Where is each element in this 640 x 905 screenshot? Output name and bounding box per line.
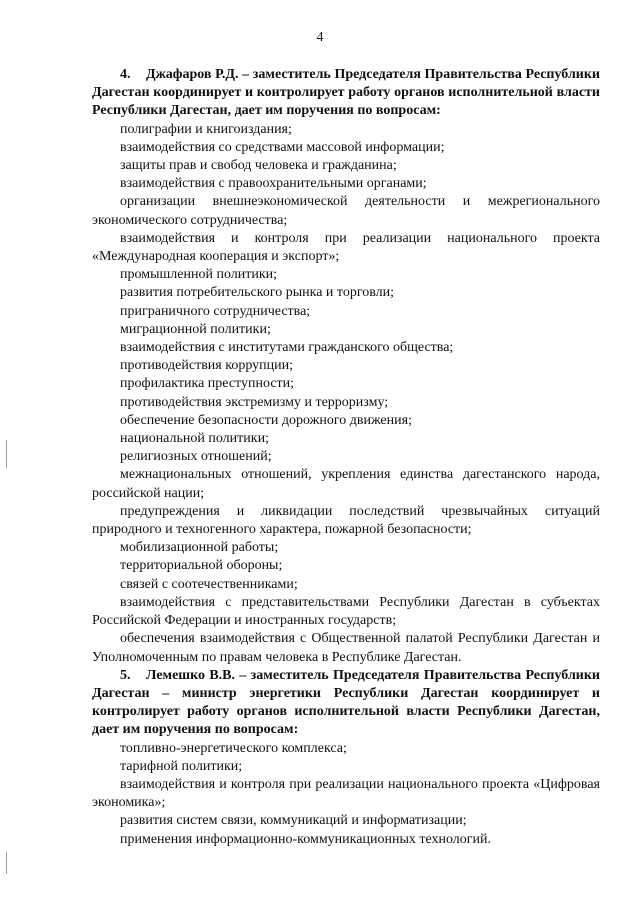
section-4-item: противодействия коррупции; xyxy=(120,358,293,374)
section-4-item: профилактика преступности; xyxy=(120,376,295,392)
section-4-item: межнациональных отношений, укрепления единства дагестанского народа, российской нации; xyxy=(92,467,600,501)
document-body xyxy=(92,66,600,849)
section-4-item: территориальной обороны; xyxy=(120,558,283,574)
section-5-item: топливно-энергетического комплекса; xyxy=(120,740,347,756)
section-4-item: религиозных отношений; xyxy=(120,449,272,465)
section-5-item: взаимодействия и контроля при реализации национального проекта «Цифровая экономика»; xyxy=(92,776,600,811)
section-4-item: организации внешнеэкономической деятельности и межрегионального экономического сотрудничества; xyxy=(92,194,600,228)
section-4-item: противодействия экстремизму и терроризму; xyxy=(120,394,389,410)
section-4-item: защиты прав и свобод человека и гражданина; xyxy=(120,158,397,174)
section-4-item: национальной политики; xyxy=(120,431,269,447)
section-5-heading-text: Лемешко В.В. – заместитель Председателя Правительства Республики Дагестан – министр энергетики Республики Дагестан координирует и контролирует работу органов исполнительной власти Республики Дагестан, дает им поручения по вопросам: xyxy=(92,667,600,738)
page-number: 4 xyxy=(316,30,324,45)
section-4-item: взаимодействия и контроля при реализации национального проекта «Международная кооперация и экспорт»; xyxy=(92,230,600,265)
section-4-item: обеспечения взаимодействия с Общественной палатой Республики Дагестан и Уполномоченным по правам человека в Республике Дагестан. xyxy=(92,631,600,665)
section-4-item: взаимодействия со средствами массовой информации; xyxy=(120,139,445,155)
section-4-item: предупреждения и ликвидации последствий чрезвычайных ситуаций природного и техногенного характера, пожарной безопасности; xyxy=(92,503,600,538)
section-4-item: связей с соотечественниками; xyxy=(120,576,298,592)
section-4-heading xyxy=(92,66,600,121)
section-4-item: приграничного сотрудничества; xyxy=(120,303,311,319)
section-4-item: обеспечение безопасности дорожного движения; xyxy=(120,412,412,428)
section-5-number: 5. xyxy=(120,667,131,683)
section-4-item: взаимодействия с правоохранительными органами; xyxy=(120,176,427,192)
section-4-item: миграционной политики; xyxy=(120,321,271,337)
section-4-item: полиграфии и книгоиздания; xyxy=(120,121,292,137)
section-4-item: мобилизационной работы; xyxy=(120,540,279,556)
section-4-item: взаимодействия с представительствами Республики Дагестан в субъектах Российской Федерации и иностранных государств; xyxy=(92,594,600,629)
scan-edge-mark-bottom xyxy=(6,852,7,874)
scan-edge-mark-top xyxy=(6,440,7,468)
section-5-item: развития систем связи, коммуникаций и информатизации; xyxy=(120,813,467,829)
section-4-number: 4. xyxy=(120,67,131,82)
section-4-item: взаимодействия с институтами гражданского общества; xyxy=(120,340,454,356)
section-5-item: применения информационно-коммуникационных технологий. xyxy=(120,831,492,847)
section-5-heading xyxy=(92,667,600,740)
section-4-item: развития потребительского рынка и торговли; xyxy=(120,285,395,301)
section-5-item: тарифной политики; xyxy=(120,758,243,774)
section-4-item: промышленной политики; xyxy=(120,267,278,283)
section-4-heading-text: Джафаров Р.Д. – заместитель Председателя Правительства Республики Дагестан координирует и контролирует работу органов исполнительной власти Республики Дагестан, дает им поручения по вопросам: xyxy=(92,67,600,119)
